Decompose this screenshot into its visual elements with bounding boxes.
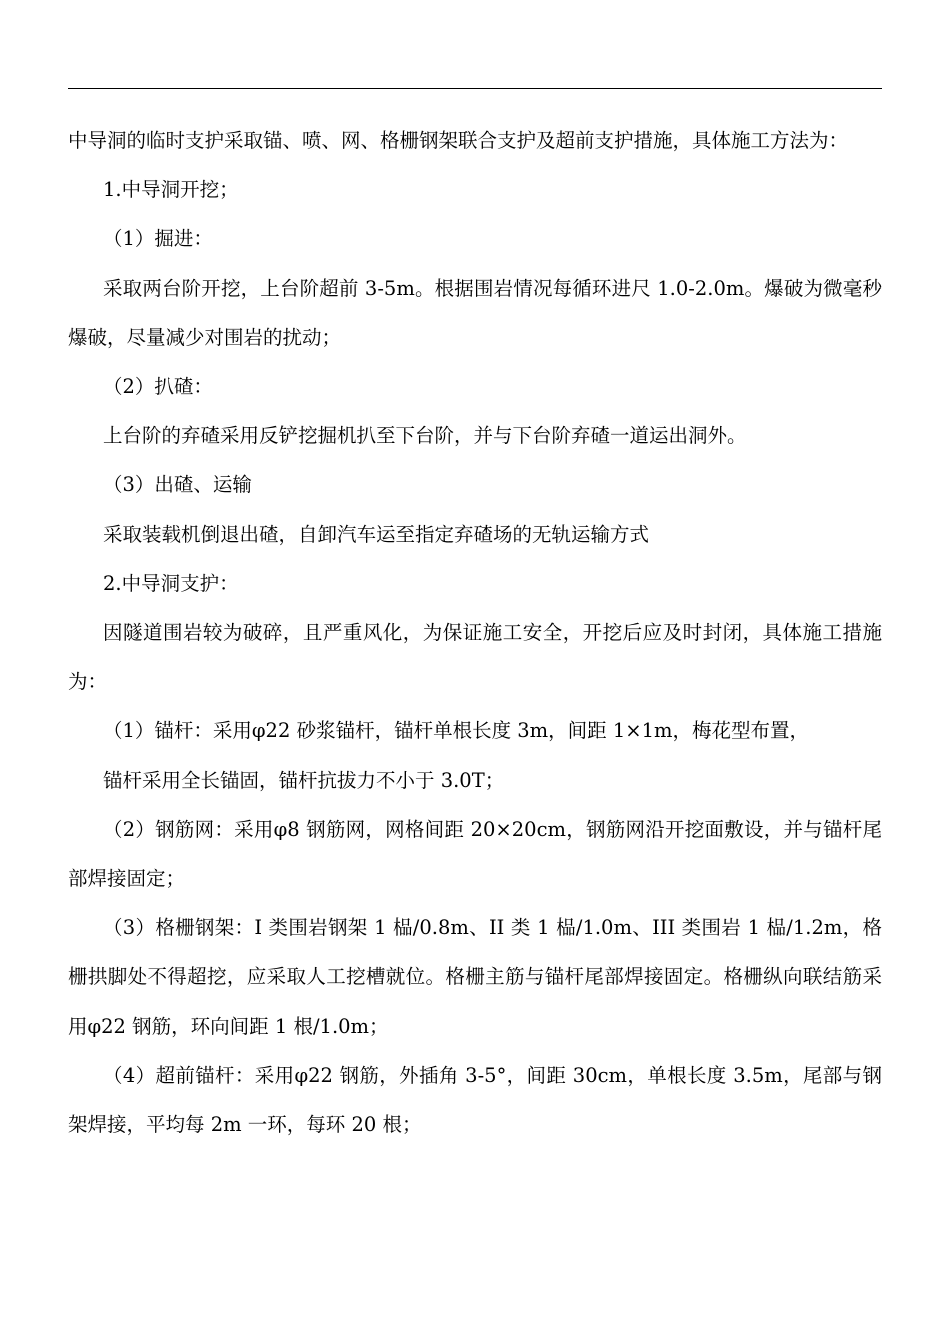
section-heading-excavation: 1.中导洞开挖； xyxy=(103,178,239,202)
item-steel-mesh: （2）钢筋网：采用φ8 钢筋网，网格间距 20×20cm，钢筋网沿开挖面敷设，并与锚杆尾部焊接固定； xyxy=(68,817,882,891)
item-anchor-bolts-continued: 锚杆采用全长锚固，锚杆抗拔力不小于 3.0T； xyxy=(103,768,505,792)
subheading-tunneling: （1）掘进： xyxy=(103,227,213,251)
paragraph-support-intro: 因隧道围岩较为破碎，且严重风化，为保证施工安全，开挖后应及时封闭，具体施工措施为： xyxy=(68,621,882,694)
section-heading-support: 2.中导洞支护： xyxy=(103,571,239,595)
paragraph-mucking: 上台阶的弃碴采用反铲挖掘机扒至下台阶，并与下台阶弃碴一道运出洞外。 xyxy=(103,424,747,448)
item-advance-anchor: （4）超前锚杆：采用φ22 钢筋，外插角 3-5°，间距 30cm，单根长度 3.5m，尾部与钢架焊接，平均每 2m 一环，每环 20 根； xyxy=(68,1063,882,1137)
paragraph-tunneling: 采取两台阶开挖，上台阶超前 3-5m。根据围岩情况每循环进尺 1.0-2.0m。爆破为微毫秒爆破，尽量减少对围岩的扰动； xyxy=(68,276,882,349)
header-rule xyxy=(68,88,882,89)
intro-paragraph: 中导洞的临时支护采取锚、喷、网、格栅钢架联合支护及超前支护措施，具体施工方法为： xyxy=(68,129,849,152)
item-anchor-bolts: （1）锚杆：采用φ22 砂浆锚杆，锚杆单根长度 3m，间距 1×1m，梅花型布置， xyxy=(103,719,810,743)
document-body xyxy=(68,116,882,1149)
subheading-mucking: （2）扒碴： xyxy=(103,375,213,399)
paragraph-muck-transport: 采取装载机倒退出碴，自卸汽车运至指定弃碴场的无轨运输方式 xyxy=(103,522,650,546)
item-grid-steel-frame: （3）格栅钢架：I 类围岩钢架 1 榀/0.8m、II 类 1 榀/1.0m、III 类围岩 1 榀/1.2m，格栅拱脚处不得超挖，应采取人工挖槽就位。格栅主筋与锚杆尾部焊接固定。格栅纵向联结筋采用φ22 钢筋，环向间距 1 根/1.0m； xyxy=(68,916,882,1038)
subheading-muck-transport: （3）出碴、运输 xyxy=(103,473,252,497)
